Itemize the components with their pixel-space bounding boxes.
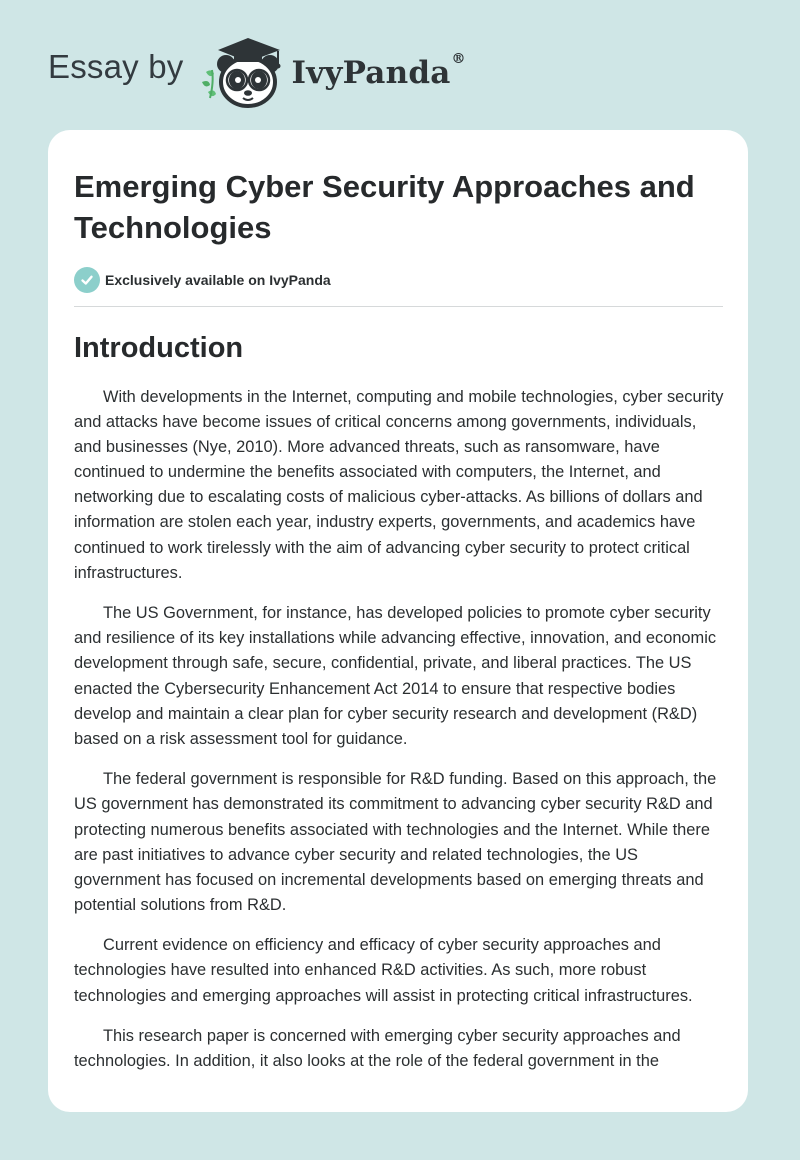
section-heading: Introduction — [74, 332, 244, 364]
site-header — [48, 30, 466, 110]
exclusive-badge — [74, 267, 722, 293]
registered-mark: ® — [451, 51, 466, 67]
paragraph: Current evidence on efficiency and efficacy of cyber security approaches and technologies have resulted into enhanced R&D activities. As such, more robust technologies and emerging approaches will assist in protecting critical infrastructures. — [74, 936, 693, 1005]
panda-graduate-icon[interactable] — [196, 30, 288, 110]
divider — [74, 306, 723, 307]
paragraph: With developments in the Internet, computing and mobile technologies, cyber security and attacks have become issues of critical concerns among governments, individuals, and businesses (Nye, 2010). More advanced threats, such as ransomware, have continued to undermine the benefits associated with computers, the Internet, and networking due to escalating costs of malicious cyber-attacks. As billions of dollars and information are stolen each year, industry experts, governments, and academics have continued to work tirelessly with the aim of advancing cyber security to protect critical infrastructures. — [74, 388, 724, 582]
page-title: Emerging Cyber Security Approaches and Technologies — [74, 169, 695, 245]
paragraph: The US Government, for instance, has developed policies to promote cyber security and resilience of its key installations while advancing effective, innovation, and economic development through safe, secure, confidential, private, and liberal practices. The US enacted the Cybersecurity Enhancement Act 2014 to ensure that respective bodies develop and maintain a clear plan for cyber security research and development (R&D) based on a risk assessment tool for guidance. — [74, 604, 717, 748]
essay-by-label: Essay by — [48, 48, 184, 85]
badge-label: Exclusively available on IvyPanda — [105, 272, 331, 288]
article-card — [48, 130, 748, 1112]
brand-name[interactable]: IvyPanda® — [291, 51, 466, 91]
paragraph: This research paper is concerned with emerging cyber security approaches and technologies. In addition, it also looks at the role of the federal government in the — [74, 1027, 681, 1071]
check-circle-icon — [74, 267, 100, 293]
paragraph: The federal government is responsible for R&D funding. Based on this approach, the US government has demonstrated its commitment to advancing cyber security R&D and protecting numerous benefits associated with technologies and the Internet. While there are past initiatives to advance cyber security and related technologies, the US government has focused on incremental developments based on emerging threats and potential solutions from R&D. — [74, 770, 717, 914]
